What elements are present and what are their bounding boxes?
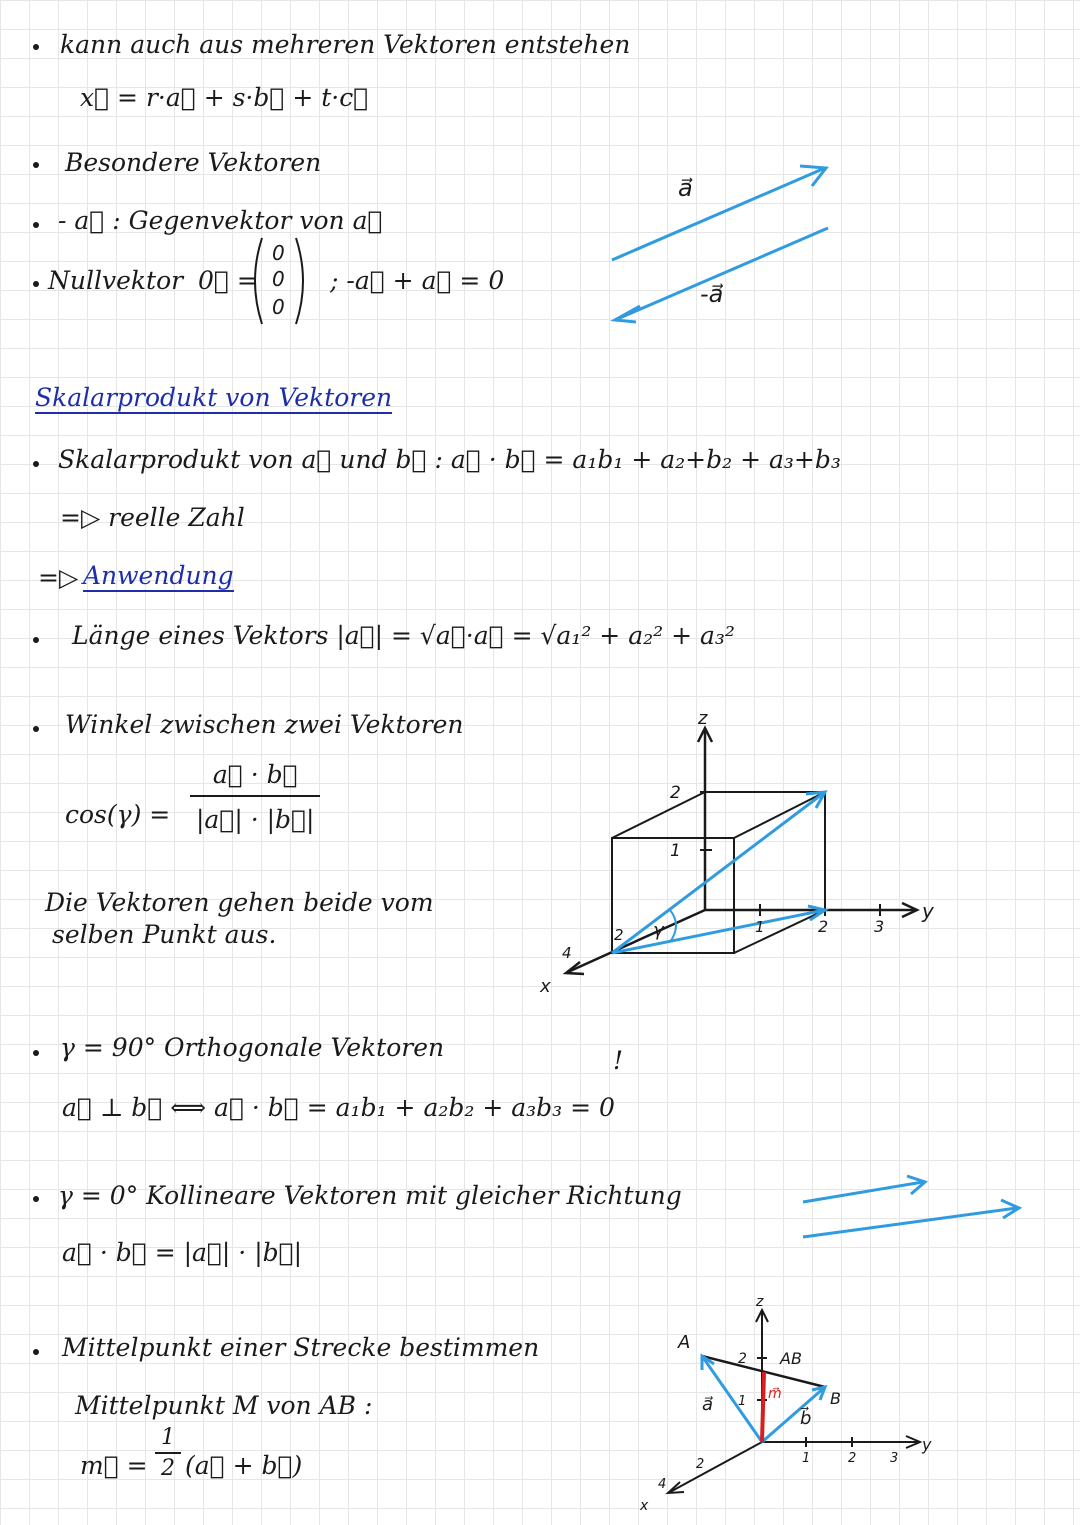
tick-label: 2 [818, 917, 829, 936]
bullet [33, 162, 39, 168]
label-B: B [830, 1389, 841, 1408]
tick-label: 2 [614, 926, 624, 944]
nullvektor-lhs: 0⃗ = [198, 266, 258, 295]
midpoint-formula-rhs: (a⃗ + b⃗) [185, 1451, 303, 1480]
result-real-number: =▷ reelle Zahl [60, 503, 245, 532]
label-vector-b: b⃗ [800, 1408, 812, 1429]
tick-label: 2 [696, 1457, 705, 1472]
midpoint-fraction-num: 1 [155, 1425, 181, 1454]
bullet [33, 726, 39, 732]
bullet [33, 637, 39, 643]
axis-label-z: z [698, 708, 708, 729]
orthogonal-heading: γ = 90° Orthogonale Vektoren [60, 1033, 445, 1062]
nullvektor-entry: 0 [272, 241, 285, 265]
cos-lhs: cos(γ) = [65, 800, 171, 829]
axis-label-x: x [640, 1498, 649, 1514]
midpoint-fraction-den: 2 [161, 1456, 175, 1481]
tick-label: 1 [670, 841, 681, 861]
linear-combination-formula: x⃗ = r·a⃗ + s·b⃗ + t·c⃗ [80, 83, 369, 112]
cos-denominator: |a⃗| · |b⃗| [196, 805, 315, 834]
anwendung-arrow: =▷ [38, 563, 79, 592]
axis-label-y: y [922, 899, 934, 923]
vector-length-formula: Länge eines Vektors |a⃗| = √a⃗·a⃗ = √a₁² + a₂² + a₃² [72, 621, 735, 650]
bullet [33, 222, 39, 228]
cos-fraction [190, 760, 320, 834]
tick-label: 2 [848, 1451, 857, 1466]
tick-label: 1 [755, 918, 765, 936]
axis-label-y: y [922, 1435, 932, 1454]
label-a: a⃗ [678, 174, 693, 202]
angle-label-gamma: γ [653, 920, 664, 941]
bullet [33, 1050, 39, 1056]
midpoint-formula-lhs: m⃗ = [80, 1451, 148, 1480]
midpoint-line: Mittelpunkt M von AB : [75, 1391, 373, 1420]
note-line-1: Die Vektoren gehen beide vom [45, 888, 434, 917]
bullet [33, 1349, 39, 1355]
nullvektor-label: Nullvektor [48, 266, 184, 295]
tick-label: 1 [738, 1394, 747, 1409]
text-line-intro: kann auch aus mehreren Vektoren entstehen [60, 30, 631, 59]
skalarprodukt-definition: Skalarprodukt von a⃗ und b⃗ : a⃗ · b⃗ = a₁b₁ + a₂+b₂ + a₃+b₃ [58, 445, 841, 474]
midpoint-fraction [155, 1425, 181, 1481]
note-line-2: selben Punkt aus. [52, 920, 277, 949]
label-neg-a: -a⃗ [700, 280, 724, 308]
label-A: A [678, 1332, 691, 1353]
bullet [33, 461, 39, 467]
label-AB: AB [780, 1349, 802, 1368]
nullvektor-rhs: ; -a⃗ + a⃗ = 0 [330, 266, 505, 295]
section-title-skalarprodukt: Skalarprodukt von Vektoren [35, 383, 393, 412]
nullvektor-entry: 0 [272, 267, 285, 291]
nullvektor-column [250, 236, 310, 326]
tick-label: 2 [738, 1351, 747, 1367]
angle-heading: Winkel zwischen zwei Vektoren [65, 710, 464, 739]
tick-label: 3 [874, 917, 885, 936]
cos-numerator: a⃗ · b⃗ [190, 760, 320, 797]
tick-label: 3 [890, 1451, 899, 1466]
label-vector-a: a⃗ [702, 1394, 714, 1415]
midpoint-diagram [640, 1292, 940, 1522]
anwendung-heading: Anwendung [83, 561, 234, 590]
tick-label: 2 [670, 783, 681, 803]
label-vector-m: m⃗ [768, 1386, 782, 1402]
axis-label-x: x [540, 976, 551, 997]
heading-special-vectors: Besondere Vektoren [65, 148, 322, 177]
tick-label: 1 [802, 1451, 811, 1466]
collinear-sketch [795, 1172, 1035, 1242]
gegenvektor-text: - a⃗ : Gegenvektor von a⃗ [58, 206, 383, 235]
nullvektor-entry: 0 [272, 295, 285, 319]
tick-label: 4 [658, 1477, 667, 1492]
bullet [33, 1196, 39, 1202]
cube-diagram [540, 700, 934, 1000]
bullet [33, 44, 39, 50]
collinear-formula: a⃗ · b⃗ = |a⃗| · |b⃗| [62, 1238, 303, 1267]
midpoint-heading: Mittelpunkt einer Strecke bestimmen [62, 1333, 540, 1362]
bullet [33, 281, 39, 287]
orthogonal-formula: a⃗ ⊥ b⃗ ⟺ a⃗ · b⃗ = a₁b₁ + a₂b₂ + a₃b₃ = 0 [62, 1093, 615, 1122]
tick-label: 4 [562, 944, 572, 962]
orthogonal-mark: ! [613, 1046, 624, 1075]
axis-label-z: z [756, 1294, 764, 1310]
collinear-heading: γ = 0° Kollineare Vektoren mit gleicher Richtung [58, 1181, 682, 1210]
vector-sketch-opposite [600, 160, 860, 330]
